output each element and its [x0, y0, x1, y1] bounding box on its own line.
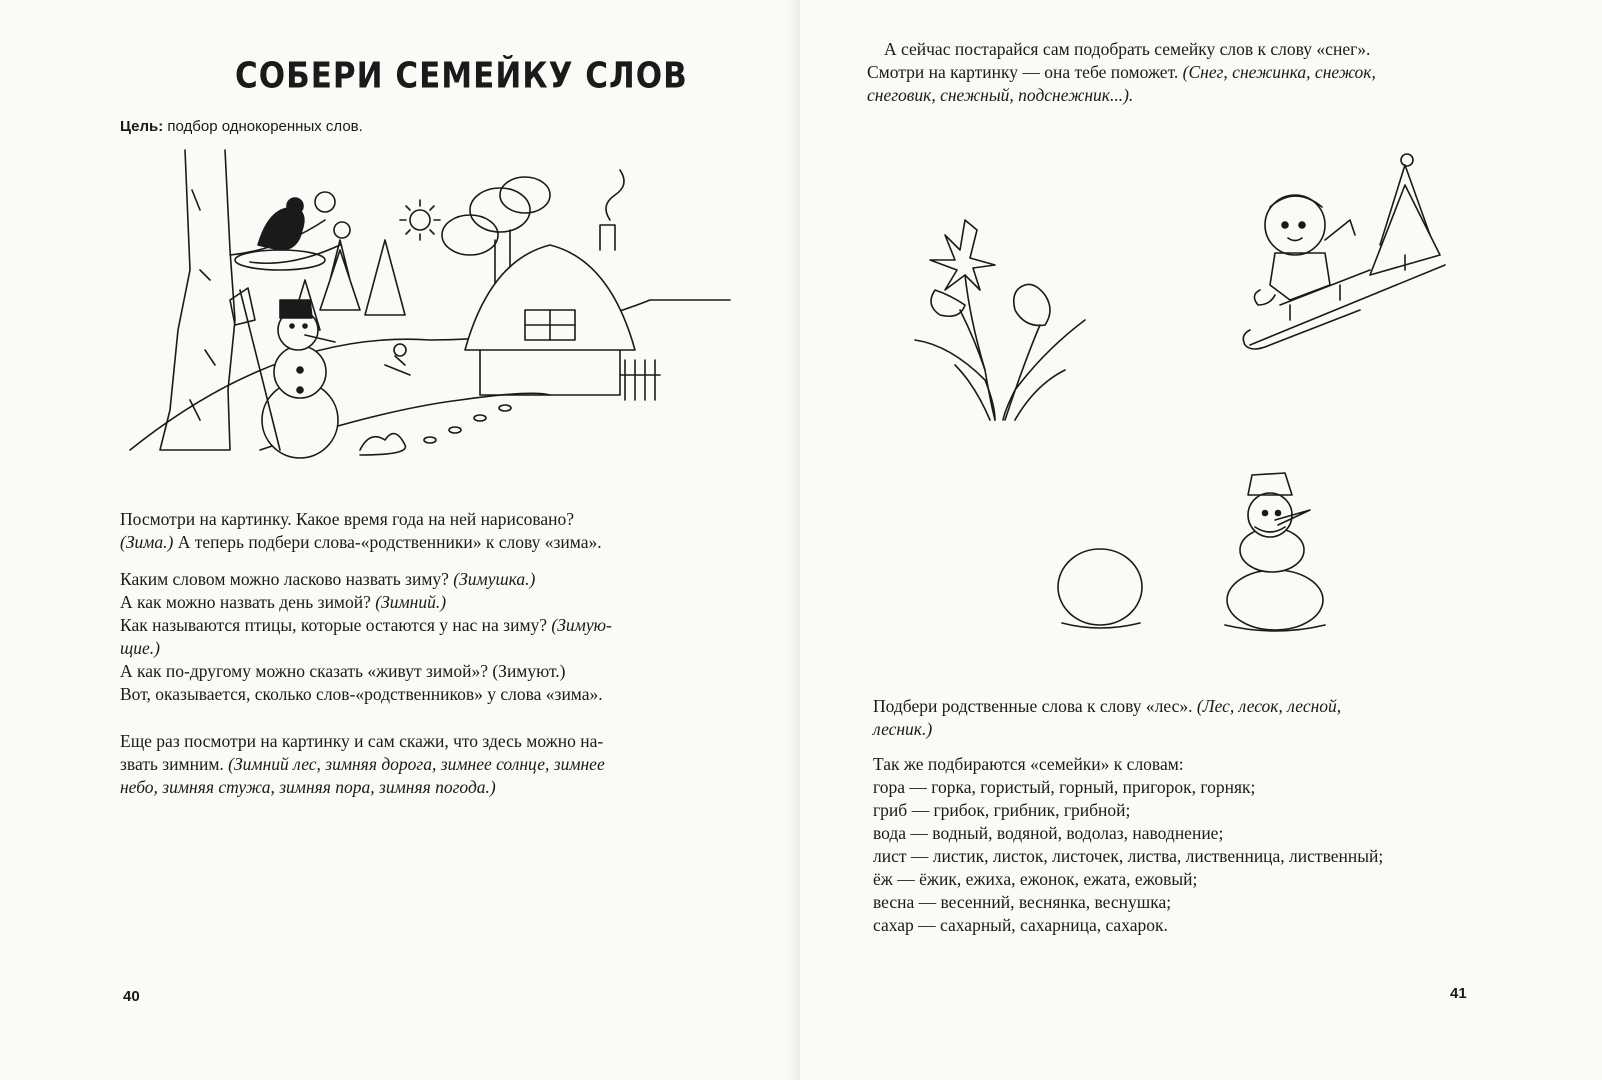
question-3-answer-b: щие.) — [120, 638, 160, 658]
para3-line2 — [120, 753, 740, 776]
para1-line1: Посмотри на картинку. Какое время года на ней нарисовано? — [120, 509, 575, 529]
question-3-text: Как называются птицы, которые остаются у нас на зиму? — [120, 615, 548, 635]
winter-scene-illustration — [130, 150, 730, 470]
right-page — [800, 0, 1602, 1080]
snowball-illustration — [1050, 545, 1150, 635]
family-line: лист — листик, листок, листочек, листва, лиственница, лиственный; — [873, 846, 1384, 866]
les-text: Подбери родственные слова к слову «лес». — [873, 696, 1193, 716]
question-3 — [120, 614, 740, 637]
question-1-text: Каким словом можно ласково назвать зиму? — [120, 569, 449, 589]
page-number-left: 40 — [123, 988, 140, 1005]
family-line: гриб — грибок, грибник, грибной; — [873, 800, 1131, 820]
intro-line1: А сейчас постарайся сам подобрать семейку слов к слову «снег». — [884, 39, 1371, 59]
paragraph-snow — [867, 38, 1487, 107]
intro-line3 — [867, 84, 1487, 107]
intro-line2 — [867, 61, 1487, 84]
child-on-sled-illustration — [1230, 145, 1480, 355]
family-line: вода — водный, водяной, водолаз, наводнение; — [873, 823, 1224, 843]
para3-answer-b: небо, зимняя стужа, зимняя пора, зимняя погода.) — [120, 777, 496, 797]
para3-text-b: звать зимним. — [120, 754, 224, 774]
goal-text: подбор однокоренных слов. — [167, 118, 363, 135]
question-3-cont — [120, 637, 740, 660]
para1-rest: А теперь подбери слова-«родственники» к слову «зима». — [177, 532, 602, 552]
les-answer-b: лесник.) — [873, 719, 933, 739]
intro-text-b: Смотри на картинку — она тебе поможет. — [867, 62, 1179, 82]
families-intro: Так же подбираются «семейки» к словам: — [873, 754, 1184, 774]
question-4: А как по-другому можно сказать «живут зимой»? (Зимуют.) — [120, 661, 566, 681]
snowman-illustration — [1210, 465, 1340, 635]
les-answer-a: (Лес, лесок, лесной, — [1196, 696, 1342, 716]
page-title: СОБЕРИ СЕМЕЙКУ СЛОВ — [235, 55, 688, 97]
para3-answer-a: (Зимний лес, зимняя дорога, зимнее солнце, зимнее — [228, 754, 605, 774]
paragraph-season — [120, 508, 730, 554]
question-1-answer: (Зимушка.) — [453, 569, 536, 589]
family-line: сахар — сахарный, сахарница, сахарок. — [873, 915, 1168, 935]
question-1 — [120, 568, 740, 591]
left-page — [0, 0, 800, 1080]
para1-line2 — [120, 531, 730, 554]
question-3-answer-a: (Зимую- — [551, 615, 612, 635]
paragraph-families — [873, 753, 1513, 937]
para1-answer: (Зима.) — [120, 532, 174, 552]
page-number-right: 41 — [1450, 985, 1467, 1002]
intro-answer-a: (Снег, снежинка, снежок, — [1182, 62, 1376, 82]
question-2-text: А как можно назвать день зимой? — [120, 592, 371, 612]
family-line: гора — горка, гористый, горный, пригорок, горняк; — [873, 777, 1256, 797]
question-5: Вот, оказывается, сколько слов-«родственников» у слова «зима». — [120, 684, 603, 704]
snowdrop-illustration — [905, 210, 1095, 430]
paragraph-winter-words — [120, 730, 740, 799]
family-line: ёж — ёжик, ежиха, ежонок, ежата, ежовый; — [873, 869, 1198, 889]
les-line1 — [873, 695, 1493, 718]
question-2 — [120, 591, 740, 614]
goal-line — [120, 118, 363, 135]
family-line: весна — весенний, веснянка, веснушка; — [873, 892, 1172, 912]
question-2-answer: (Зимний.) — [375, 592, 447, 612]
intro-answer-b: снеговик, снежный, подснежник...). — [867, 85, 1134, 105]
paragraph-forest — [873, 695, 1493, 741]
goal-label: Цель: — [120, 118, 164, 135]
para3-line1: Еще раз посмотри на картинку и сам скажи, что здесь можно на- — [120, 731, 604, 751]
les-line2 — [873, 718, 1493, 741]
para3-line3 — [120, 776, 740, 799]
paragraph-questions — [120, 568, 740, 706]
